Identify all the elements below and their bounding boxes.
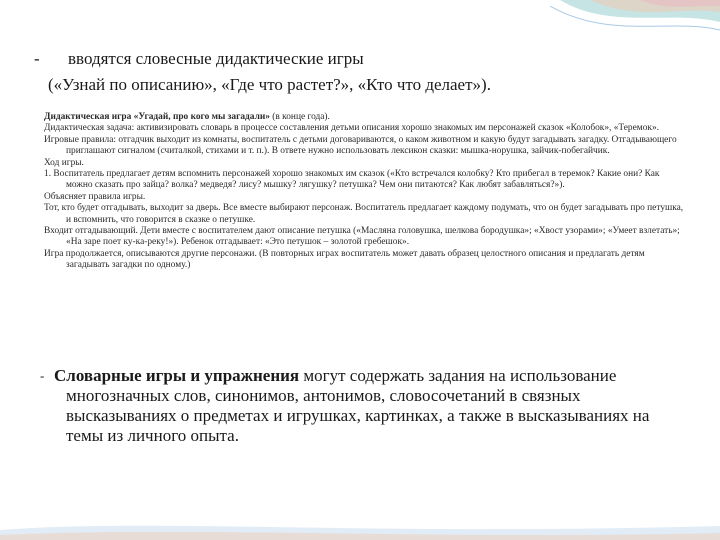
- swoosh-bottom-peach: [0, 532, 720, 540]
- game-title: Дидактическая игра «Угадай, про кого мы загадали»: [44, 112, 270, 122]
- word-games-block: [40, 366, 680, 446]
- guesser-leaves: Тот, кто будет отгадывать, выходит за дверь. Все вместе выбирают персонаж. Воспитатель предлагает каждому подумать, что он будет загадывать про петушка, и вспомнить, что говорится в сказке о петушке.: [44, 203, 684, 225]
- guesser-enters: Входит отгадывающий. Дети вместе с воспитателем дают описание петушка («Масляна головушка, шелкова бородушка»; «Хвост узорами»; «Умеет взлетать»; «На заре поет ку-ка-реку!»). Ребенок отгадывает: «Это петушок – золотой гребешок».: [44, 226, 680, 248]
- didactic-task: Дидактическая задача: активизировать словарь в процессе составления детьми описания хорошо знакомых им персонажей сказок «Колобок», «Теремок».: [44, 123, 659, 134]
- heading-line-2: («Узнай по описанию», «Где что растет?», «Кто что делает»).: [48, 75, 491, 94]
- game-description: [44, 112, 684, 272]
- corner-decoration-bottom: [0, 500, 720, 540]
- swoosh-pink: [640, 0, 720, 7]
- swoosh-peach: [590, 0, 720, 12]
- swoosh-bottom-blue: [0, 526, 720, 540]
- game-step-1: 1. Воспитатель предлагает детям вспомнить персонажей хорошо знакомых им сказок («Кто встречался колобку? Кто прибегал в теремок? Какие они? Как можно сказать про зайца? волка? медведя? лису? мышку? лягушку? петушка? Чем они питаются? Как любят забавляться?»).: [44, 169, 660, 191]
- explains-rules: Объясняет правила игры.: [44, 191, 146, 202]
- game-title-paragraph: [44, 112, 684, 123]
- bottom-dash: -: [40, 368, 45, 383]
- heading-line-1: вводятся словесные дидактические игры: [68, 49, 364, 68]
- game-course-label: Ход игры.: [44, 157, 84, 168]
- word-games-text: [54, 366, 680, 446]
- game-title-note: (в конце года).: [269, 112, 330, 122]
- swoosh-teal: [560, 0, 720, 22]
- swoosh-line: [550, 6, 720, 30]
- game-rules: Игровые правила: отгадчик выходит из комнаты, воспитатель с детьми договариваются, о каком животном и какую будут загадывать загадку. Отгадывающего приглашают сигналом (считалкой, стихами и т. п.). В ответе нужно использовать лексикон сказки: мышка-норушка, зайчик-побегайчик.: [44, 134, 677, 157]
- heading-dash: -: [34, 49, 40, 68]
- heading-block: [34, 46, 694, 98]
- game-continues: Игра продолжается, описываются другие персонажи. (В повторных играх воспитатель может давать образец целостного описания и предлагать детям загадывать загадки по одному.): [44, 248, 645, 271]
- word-games-rest: могут содержать задания на использование многозначных слов, синонимов, антонимов, словосочетаний в связных высказываниях о предметах и игрушках, картинках, а также в высказываниях на темы из личного опыта.: [66, 366, 650, 445]
- word-games-lead: Словарные игры и упражнения: [54, 366, 300, 385]
- corner-decoration-top-right: [550, 0, 720, 50]
